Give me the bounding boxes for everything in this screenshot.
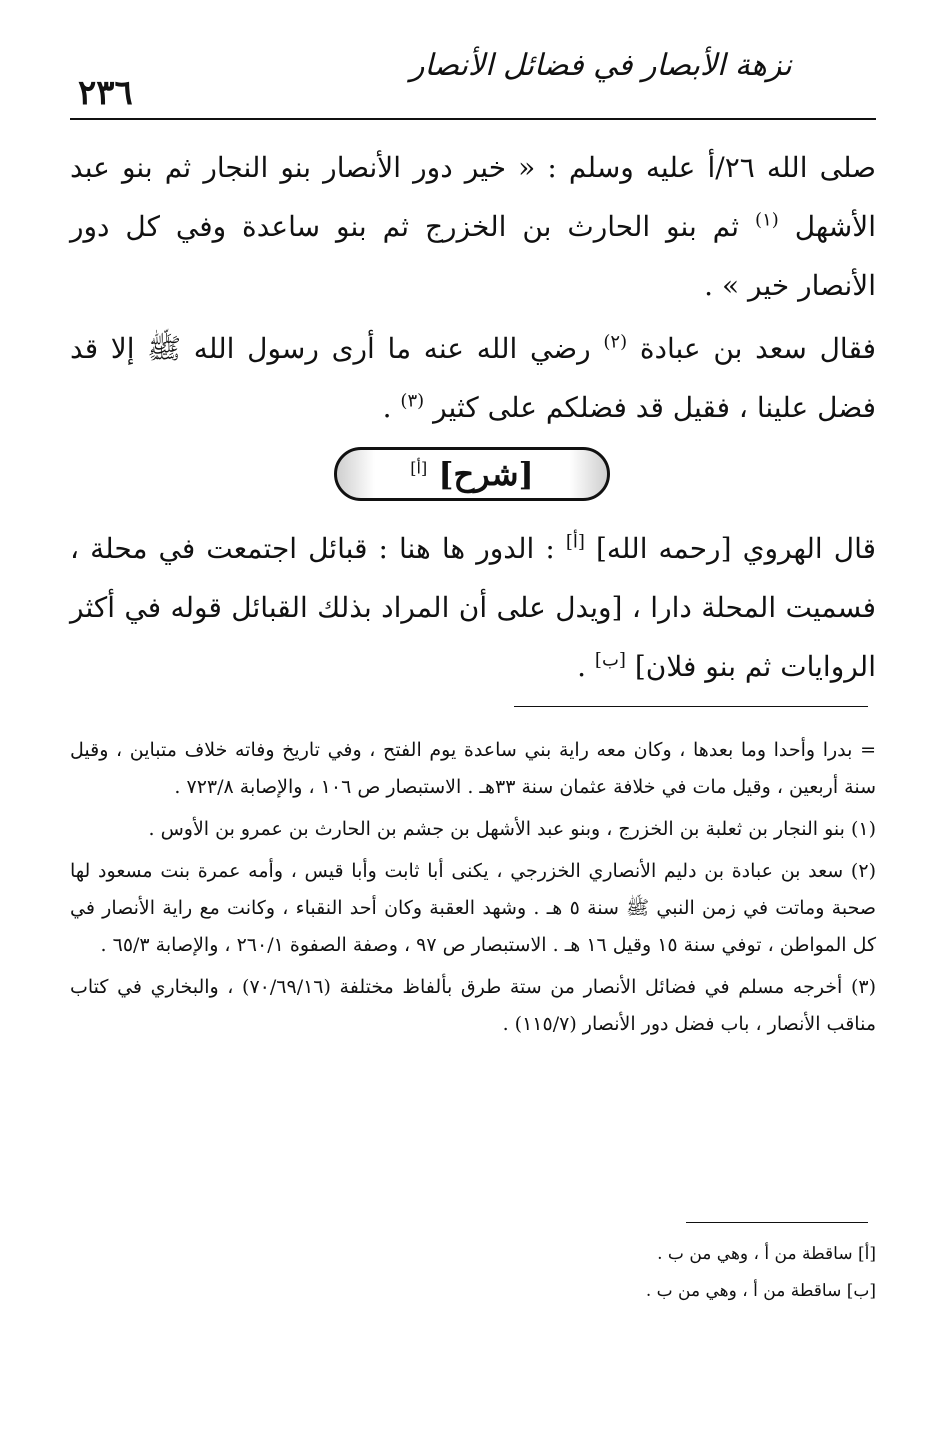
commentary-text-c: . xyxy=(577,650,587,683)
section-banner-wrap xyxy=(70,443,876,511)
variant-ref-b: [ب] xyxy=(594,649,626,671)
footnotes xyxy=(70,732,876,1048)
manuscript-variants xyxy=(70,1236,876,1310)
page-header xyxy=(70,40,876,112)
variant-note-a: [أ] ساقطة من أ ، وهي من ب . xyxy=(657,1244,876,1264)
paragraph-saad xyxy=(70,319,876,437)
saad-text-a: فقال سعد بن عبادة xyxy=(639,332,876,365)
footnote-1: (١) بنو النجار بن ثعلبة بن الخزرج ، وبنو عبد الأشهل بن جشم بن الحارث بن عمرو بن الأوس . xyxy=(148,818,876,840)
hadith-text-b: ثم بنو الحارث بن الخزرج ثم بنو ساعدة وفي كل دور الأنصار خير » . xyxy=(70,210,876,302)
variant-note-b: [ب] ساقطة من أ ، وهي من ب . xyxy=(645,1281,876,1301)
footnote-3: (٣) أخرجه مسلم في فضائل الأنصار من ستة طرق بألفاظ مختلفة (٧٠/٦٩/١٦) ، والبخاري في كتاب مناقب الأنصار ، باب فضل دور الأنصار (١١٥/٧) . xyxy=(70,976,876,1035)
section-banner-ref: [أ] xyxy=(410,458,428,478)
saad-text-c: . xyxy=(382,391,392,424)
hadith-text-a: صلى الله ٢٦/أ عليه وسلم : « خير دور الأنصار بنو النجار ثم بنو عبد الأشهل xyxy=(70,151,877,243)
section-banner xyxy=(334,447,610,501)
paragraph-commentary xyxy=(70,519,876,696)
commentary-text-a: قال الهروي [رحمه الله] xyxy=(595,532,876,565)
footnote-2: (٢) سعد بن عبادة بن دليم الأنصاري الخزرجي ، يكنى أبا ثابت وأبا قيس ، وأمه عمرة بنت مسعود لها صحبة وماتت في زمن النبي ﷺ سنة ٥ هـ . وشهد العقبة وكان أحد النقباء ، وكانت مع راية الأنصار في كل المواطن ، توفي سنة ١٥ وقيل ١٦ هـ . الاستبصار ص ٩٧ ، وصفة الصفوة ٢٦٠/١ ، والإصابة ٦٥/٣ . xyxy=(70,860,876,956)
footnote-ref-1: (١) xyxy=(755,209,779,231)
footnote-continuation: = بدرا وأحدا وما بعدها ، وكان معه راية بني ساعدة يوم الفتح ، وفي تاريخ وفاته خلاف متباين ، وقيل سنة أربعين ، وقيل مات في خلافة عثمان سنة ٣٣هـ . الاستبصار ص ١٠٦ ، والإصابة ٧٢٣/٨ . xyxy=(70,739,876,798)
section-banner-label: [شرح] xyxy=(438,455,534,493)
saad-text-b: رضي الله عنه ما أرى رسول الله ﷺ إلا قد فضل علينا ، فقيل قد فضلكم على كثير xyxy=(70,332,876,424)
paragraph-hadith xyxy=(70,138,876,315)
footnote-ref-3: (٣) xyxy=(400,390,425,412)
commentary-text-b: : الدور ها هنا : قبائل اجتمعت في محلة ، فسميت المحلة دارا ، [ويدل على أن المراد بذلك القبائل قوله في أكثر الروايات ثم بنو فلان] xyxy=(70,532,876,683)
footnote-ref-2: (٢) xyxy=(603,331,628,353)
main-text xyxy=(70,138,876,696)
running-title: نزهة الأبصار في فضائل الأنصار xyxy=(410,48,792,83)
page-number: ٢٣٦ xyxy=(78,73,133,113)
header-rule xyxy=(70,118,876,120)
variants-separator xyxy=(686,1222,868,1223)
variant-ref-a: [أ] xyxy=(565,531,585,553)
footnote-separator xyxy=(514,706,868,707)
